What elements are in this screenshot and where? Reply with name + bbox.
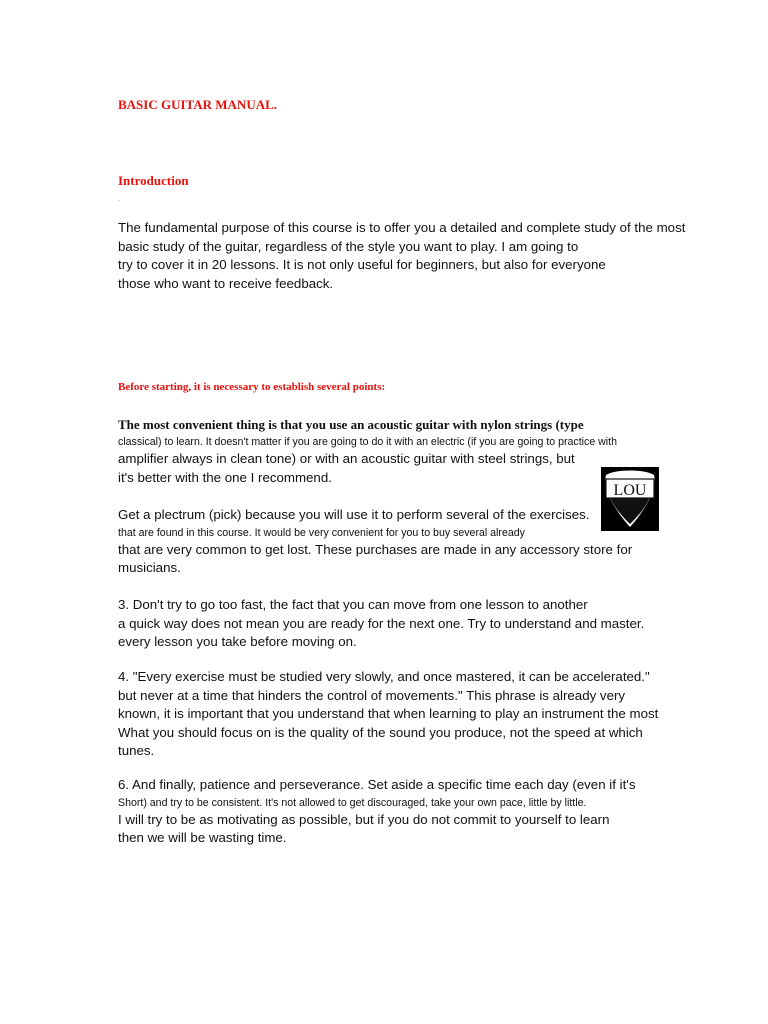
point-6-line: 6. And finally, patience and perseverance. Set aside a specific time each day (even if it's	[118, 777, 636, 792]
point-3-line: every lesson you take before moving on.	[118, 634, 357, 649]
intro-line: try to cover it in 20 lessons. It is not only useful for beginners, but also for everyone	[118, 257, 606, 272]
point-4	[118, 668, 658, 761]
intro-line: those who want to receive feedback.	[118, 275, 334, 291]
point-2-line: Get a plectrum (pick) because you will use it to perform several of the exercises.	[118, 507, 590, 522]
point-3	[118, 596, 644, 652]
pick-image	[601, 467, 659, 531]
introduction-paragraph	[118, 219, 685, 293]
point-1	[118, 416, 617, 487]
point-6-line: then we will be wasting time.	[118, 830, 287, 845]
introduction-heading: Introduction	[118, 173, 189, 188]
point-3-line: 3. Don't try to go too fast, the fact that you can move from one lesson to another	[118, 597, 588, 612]
point-4-line: known, it is important that you understand that when learning to play an instrument the most	[118, 706, 659, 721]
point-2-line: that are very common to get lost. These purchases are made in any accessory store for	[118, 541, 633, 557]
point-1-line: The most convenient thing is that you use an acoustic guitar with nylon strings (type	[118, 417, 584, 432]
stray-dot: .	[118, 194, 121, 203]
point-4-line: 4. "Every exercise must be studied very slowly, and once mastered, it can be accelerated."	[118, 669, 650, 684]
points-heading: Before starting, it is necessary to establish several points:	[118, 381, 386, 393]
point-6-line: Short) and try to be consistent. It's not allowed to get discouraged, take your own pace, little by little.	[118, 796, 587, 809]
point-1-line: it's better with the one I recommend.	[118, 469, 332, 485]
point-3-line: a quick way does not mean you are ready for the next one. Try to understand and master.	[118, 615, 645, 631]
point-4-line: What you should focus on is the quality of the sound you produce, not the speed at which	[118, 724, 643, 740]
intro-line: basic study of the guitar, regardless of the style you want to play. I am going to	[118, 238, 579, 254]
point-1-line: classical) to learn. It doesn't matter if you are going to do it with an electric (if you are going to practice with	[118, 436, 617, 448]
document-title: BASIC GUITAR MANUAL.	[118, 97, 278, 112]
intro-line: The fundamental purpose of this course is to offer you a detailed and complete study of the most	[118, 220, 686, 235]
guitar-pick-icon	[601, 467, 659, 531]
point-6-line: I will try to be as motivating as possible, but if you do not commit to yourself to learn	[118, 811, 610, 827]
point-4-line: but never at a time that hinders the control of movements." This phrase is already very	[118, 687, 626, 703]
point-1-line: amplifier always in clean tone) or with an acoustic guitar with steel strings, but	[118, 451, 575, 466]
point-2	[118, 506, 632, 578]
point-2-line: musicians.	[118, 560, 181, 575]
pick-label: LOU	[613, 482, 647, 499]
point-4-line: tunes.	[118, 743, 155, 758]
point-2-line: that are found in this course. It would be very convenient for you to buy several already	[118, 526, 525, 539]
point-6	[118, 776, 635, 848]
